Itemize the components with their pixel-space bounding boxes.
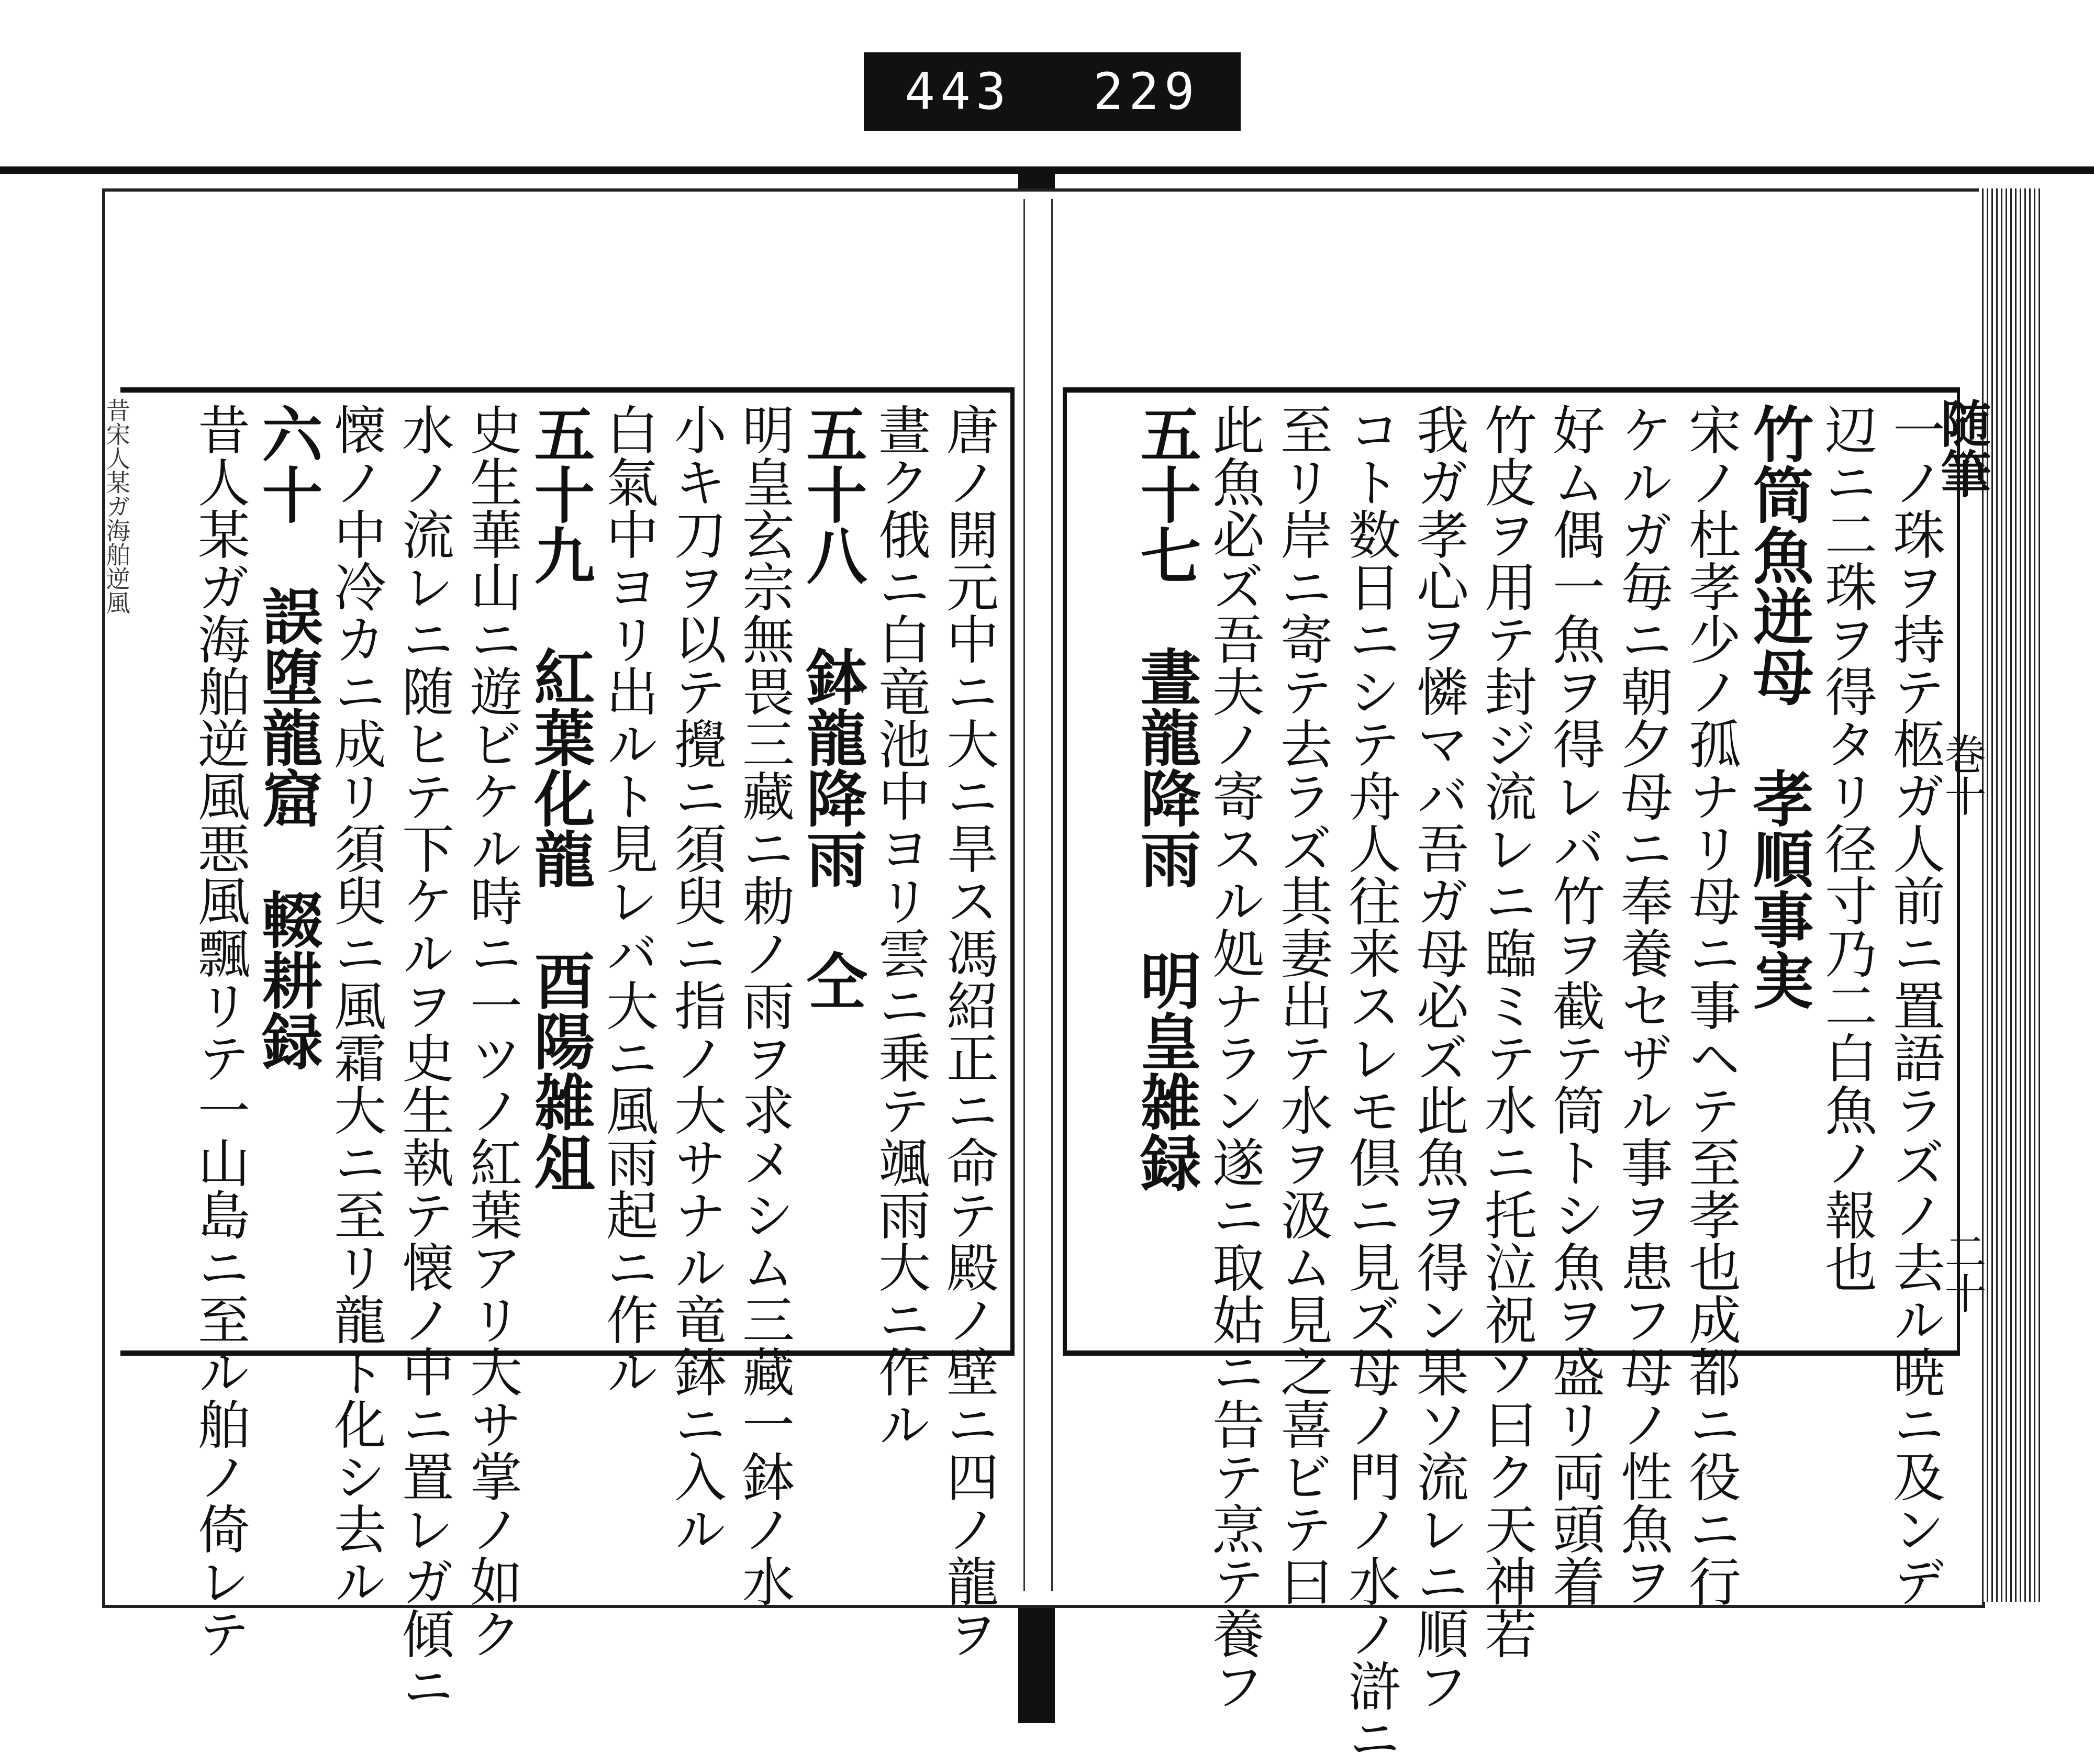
text-column: 此魚必ズ吾夫ノ寄スル処ナラン遂ニ取姑ニ告テ烹テ養フ — [1204, 403, 1265, 1712]
text-column: 宋ノ杜孝少ノ孤ナリ母ニ事ヘテ至孝也成都ニ役ニ行 — [1680, 403, 1741, 1607]
text-column: 唐ノ開元中ニ大ニ旱ス馮紹正ニ命テ殿ノ壁ニ四ノ龍ヲ — [938, 403, 999, 1659]
reel-number: 443 — [905, 62, 1011, 121]
text-column: 白氣中ヨリ出ルト見レバ大ニ風雨起ニ作ル — [597, 403, 659, 1398]
section-heading-59: 五十九 紅葉化龍 酉陽雑俎 — [524, 403, 595, 1192]
text-column: コト数日ニシテ舟人往来スレモ倶ニ見ズ母ノ門ノ水ノ滸ニ — [1340, 403, 1401, 1764]
text-column: ケルガ毎ニ朝夕母ニ奉養セザル事ヲ患フ母ノ性魚ヲ — [1612, 403, 1673, 1607]
right-page-text — [1077, 403, 1946, 1764]
text-column: 至リ岸ニ寄テ去ラズ其妻出テ水ヲ汲ム見之喜ビテ曰 — [1272, 403, 1333, 1607]
text-column: 史生華山ニ遊ビケル時ニ一ツノ紅葉アリ大サ掌ノ如ク — [461, 403, 522, 1659]
margin-note: 昔宋人某ガ海舶逆風 — [103, 398, 131, 615]
section-heading-56: 竹筒魚迸母 孝順事実 — [1743, 403, 1814, 1010]
microfilm-frame-label — [864, 52, 1241, 131]
section-heading-60: 六十 誤堕龍窟 輟耕録 — [252, 403, 323, 1071]
left-page-text — [131, 403, 1000, 1712]
text-column: 晝ク俄ニ白竜池中ヨリ雲ニ乗テ颯雨大ニ作ル — [870, 403, 931, 1450]
spine-clip-bottom — [1018, 1591, 1055, 1723]
text-column: 水ノ流レニ随ヒテ下ケルヲ史生執テ懐ノ中ニ置レガ傾ニ — [393, 403, 454, 1712]
section-heading-57: 五十七 晝龍降雨 明皇雑録 — [1130, 403, 1201, 1192]
right-page-panel — [1063, 387, 1960, 1764]
frame-number: 229 — [1093, 62, 1200, 121]
left-page-panel — [120, 387, 1015, 1712]
text-column: 竹皮ヲ用テ封ジ流レニ臨ミテ水ニ托泣祝ソ曰ク天神若 — [1476, 403, 1537, 1659]
volume-label: 巻十 — [1937, 733, 1986, 817]
binding-thread — [1023, 199, 1053, 1591]
text-column: 小キ刀ヲ以テ攪ニ須臾ニ指ノ大サナル竜鉢ニ入ル — [665, 403, 727, 1555]
section-heading-58: 五十八 鉢龍降雨 仝 — [796, 403, 867, 1010]
running-title: 随筆 — [1933, 398, 1992, 498]
text-column: 一ノ珠ヲ持テ柩ガ人前ニ置語ラズノ去ル暁ニ及ンデ — [1884, 403, 1945, 1607]
text-column: 好ム偶一魚ヲ得レバ竹ヲ截テ筒トシ魚ヲ盛リ両頭着 — [1544, 403, 1605, 1607]
text-column: 我ガ孝心ヲ憐マバ吾ガ母必ズ此魚ヲ得ン果ソ流レニ順フ — [1408, 403, 1469, 1712]
text-column: 明皇玄宗無畏三藏ニ勅ノ雨ヲ求メシム三藏一鉢ノ水 — [733, 403, 795, 1607]
text-column: 辺ニ二珠ヲ得タリ径寸乃二白魚ノ報也 — [1816, 403, 1877, 1293]
text-column: 懐ノ中冷カニ成リ須臾ニ風霜大ニ至リ龍ト化シ去ル — [325, 403, 386, 1607]
text-column: 昔人某ガ海舶逆風悪風飄リテ一山島ニ至ル舶ノ倚レテ — [189, 403, 250, 1659]
folio-number: 二十 — [1937, 1230, 1986, 1314]
